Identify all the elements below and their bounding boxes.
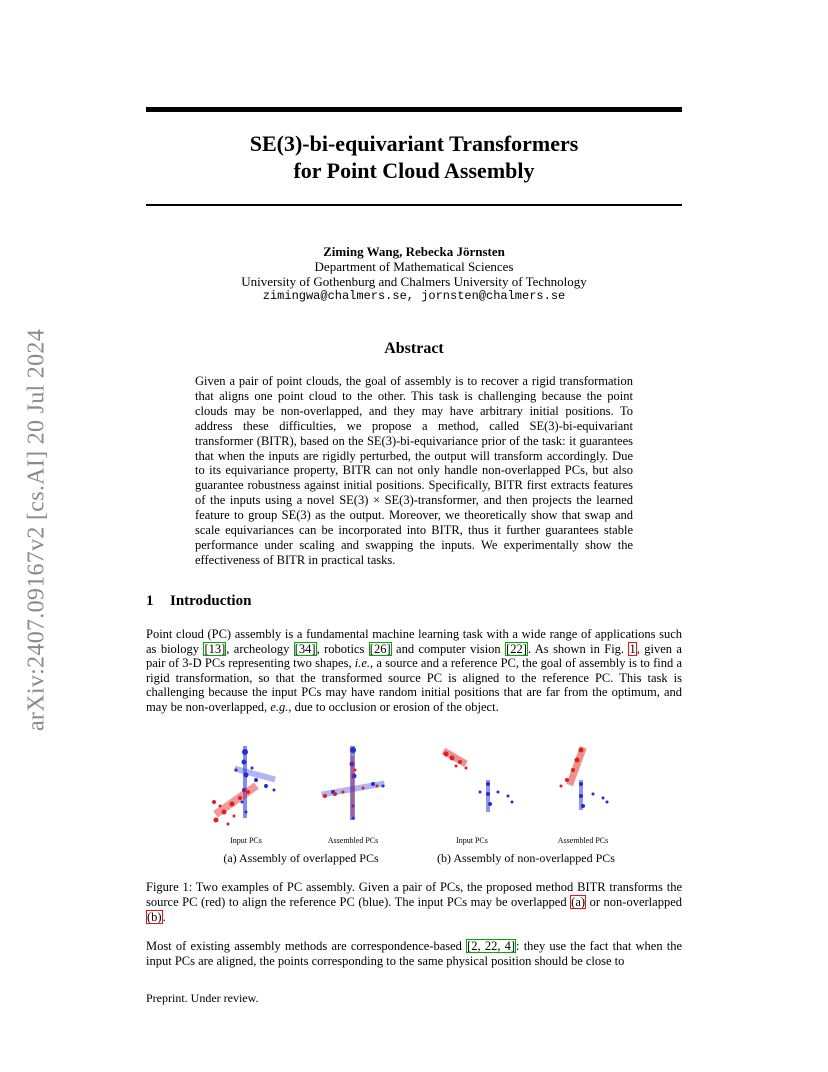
- subfigure-reference-link[interactable]: (a): [571, 895, 586, 909]
- source-cloud: [212, 782, 259, 825]
- figure-1b-left-label: Input PCs: [456, 836, 488, 845]
- intro-paragraph-1: [146, 627, 682, 715]
- text-run-italic: i.e.: [354, 656, 371, 671]
- text-run: , archeology: [226, 641, 294, 656]
- citation-link[interactable]: [2, 22, 4]: [467, 939, 516, 953]
- figure-1a-left-label: Input PCs: [230, 836, 262, 845]
- title-top-rule: [146, 107, 682, 112]
- text-run: , a source and a reference PC, the goal of assembly is to find a rigid transformation, so that the transformed source PC is aligned to the reference PC. This task is challenging because the input PCs may have random initial positions that are far from the optimum, and may be non-overlapped,: [146, 656, 682, 714]
- text-run: , given a pair of 3-D PCs representing two shapes,: [146, 641, 682, 671]
- abstract-heading: Abstract: [384, 340, 444, 357]
- section-number: 1: [146, 593, 154, 609]
- text-run: .: [162, 910, 166, 924]
- source-cloud: [442, 748, 468, 770]
- figure-1a-assembled-pcs: [313, 740, 393, 832]
- author-block: [146, 244, 682, 304]
- text-run: Most of existing assembly methods are correspondence-based: [146, 939, 467, 953]
- citation-link[interactable]: [22]: [506, 641, 527, 656]
- citation-link[interactable]: [26]: [369, 641, 391, 656]
- point-cloud-plot: [543, 740, 623, 820]
- figure-1b-input-pcs: [432, 740, 522, 820]
- title-line-2: for Point Cloud Assembly: [293, 158, 535, 183]
- abstract-text: Given a pair of point clouds, the goal of assembly is to recover a rigid transformation that aligns one point cloud to the other. This task is challenging because the point clouds may be non-overlapped, and they may have arbitrary initial positions. To address these difficulties, we propose a method, called SE(3)-bi-equivariant transformer (BITR), based on the SE(3)-bi-equivariance prior of the task: it guarantees that when the inputs are rigidly perturbed, the output will transform accordingly. Due to its equivariance property, BITR can not only handle non-overlapped PCs, but also guarantee robustness against initial positions. Specifically, BITR first extracts features of the inputs using a novel SE(3) × SE(3)-transformer, and then projects the learned feature to group SE(3) as the output. Moreover, we theoretically show that swap and scale equivariances can be incorporated into BITR, thus it further guarantees stable performance under scaling and swapping the inputs. We experimentally show the effectiveness of BITR in practical tasks.: [195, 374, 633, 567]
- figure-1a-input-pcs: [206, 740, 286, 832]
- figure-1b-caption: (b) Assembly of non-overlapped PCs: [437, 851, 615, 865]
- figure-1b-right-label: Assembled PCs: [557, 836, 609, 845]
- point-cloud-plot: [206, 740, 286, 832]
- text-run: and computer vision: [391, 641, 506, 656]
- author-names: Ziming Wang, Rebecka Jörnsten: [323, 244, 505, 259]
- text-run: , due to occlusion or erosion of the object.: [288, 699, 499, 714]
- subfigure-reference-link[interactable]: (b): [147, 910, 162, 924]
- figure-1-caption: [146, 880, 682, 925]
- text-run: : they use the fact that when the input PCs are aligned, the points corresponding to the same physical position should be close to: [146, 939, 683, 968]
- section-heading: [146, 593, 251, 610]
- reference-cloud: [579, 780, 609, 810]
- author-emails[interactable]: zimingwa@chalmers.se, jornsten@chalmers.se: [262, 289, 566, 303]
- arxiv-identifier: [12, 300, 62, 760]
- title-line-1: SE(3)-bi-equivariant Transformers: [249, 131, 579, 156]
- text-run: Figure 1: Two examples of PC assembly. Given a pair of PCs, the proposed method BITR transforms the source PC (red) to align the reference PC (blue). The input PCs may be overlapped: [146, 880, 682, 909]
- citation-link[interactable]: [34]: [294, 641, 316, 656]
- paper-title: [146, 130, 682, 184]
- citation-link[interactable]: [13]: [204, 641, 226, 656]
- text-run: or non-overlapped: [586, 895, 682, 909]
- footer-note: Preprint. Under review.: [146, 991, 259, 1005]
- author-university: University of Gothenburg and Chalmers University of Technology: [241, 274, 587, 289]
- figure-1b-assembled-pcs: [543, 740, 623, 820]
- author-department: Department of Mathematical Sciences: [314, 259, 514, 274]
- figure-1a-caption: (a) Assembly of overlapped PCs: [223, 851, 379, 865]
- point-cloud-plot: [432, 740, 522, 820]
- text-run: . As shown in Fig.: [527, 641, 629, 656]
- text-run: Point cloud (PC) assembly is a fundamental machine learning task with a wide range of applications such as biology: [146, 627, 682, 656]
- intro-paragraph-2: [146, 939, 682, 968]
- arxiv-identifier-text: arXiv:2407.09167v2 [cs.AI] 20 Jul 2024: [23, 328, 50, 732]
- text-run-italic: e.g.: [270, 699, 289, 714]
- text-run: , robotics: [316, 641, 369, 656]
- figure-reference-link[interactable]: 1: [629, 641, 636, 656]
- reference-cloud: [234, 746, 276, 818]
- figure-1a-right-label: Assembled PCs: [327, 836, 379, 845]
- title-bottom-rule: [146, 204, 682, 206]
- section-title: Introduction: [170, 593, 252, 609]
- reference-cloud: [479, 780, 514, 812]
- point-cloud-plot: [313, 740, 393, 832]
